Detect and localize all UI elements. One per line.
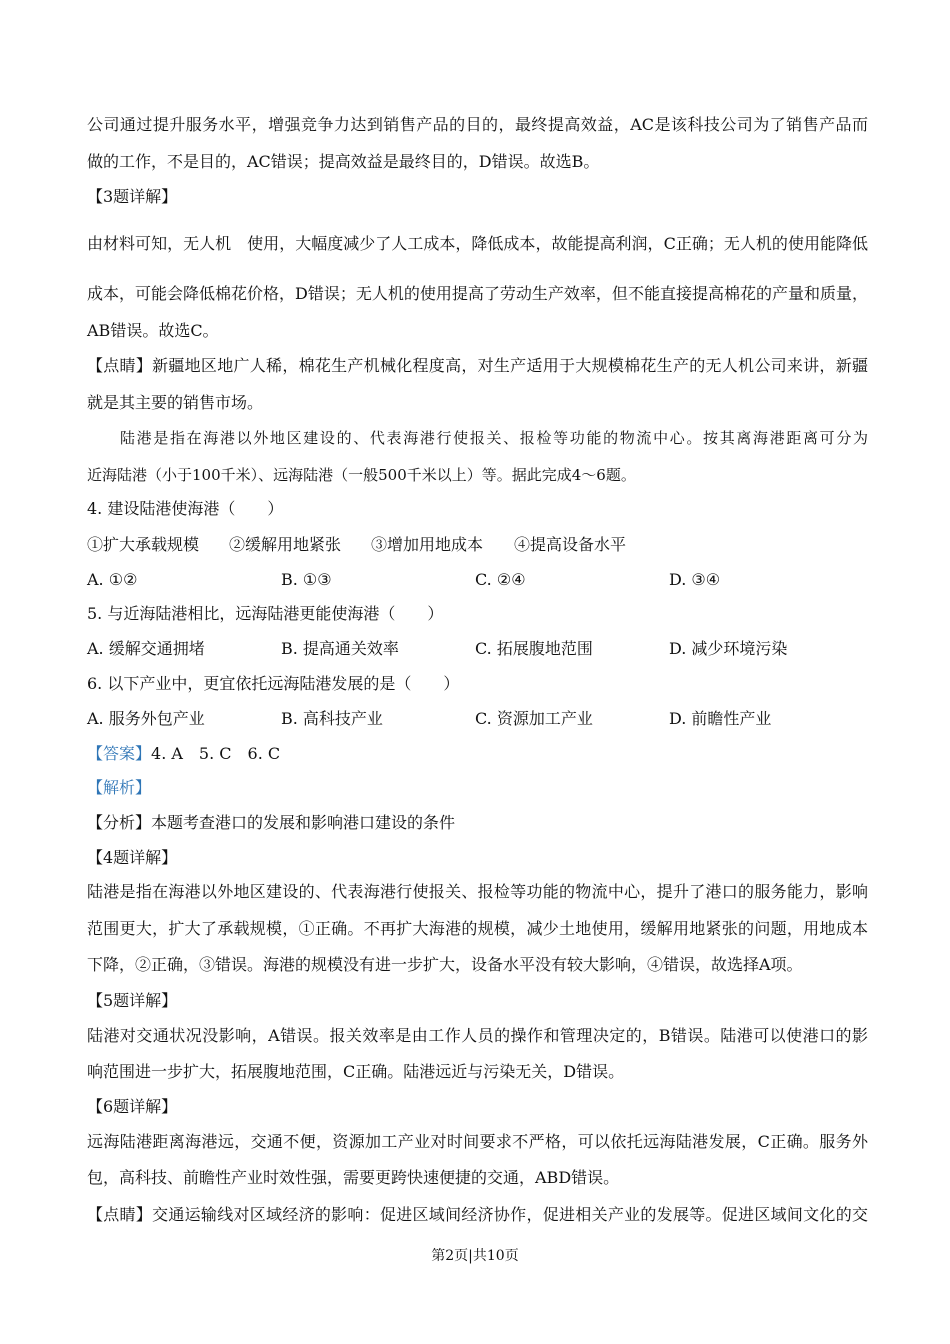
paragraph-line: 成本，可能会降低棉花价格，D错误；无人机的使用提高了劳动生产效率，但不能直接提高棉花的产量和质量，: [87, 284, 868, 303]
statement: ④提高设备水平: [514, 535, 627, 554]
statement: ③增加用地成本: [371, 535, 484, 554]
option: B. 提高通关效率: [281, 639, 399, 658]
answer-line: [87, 744, 868, 764]
section-heading: 【3题详解】: [87, 187, 178, 206]
paragraph-line: 陆港对交通状况没影响，A错误。报关效率是由工作人员的操作和管理决定的，B错误。陆港可以使港口的影: [87, 1026, 868, 1045]
section-heading: 【6题详解】: [87, 1097, 178, 1116]
paragraph-line: 公司通过提升服务水平，增强竞争力达到销售产品的目的，最终提高效益，AC是该科技公司为了销售产品而: [87, 115, 868, 134]
analysis-line: 【分析】本题考查港口的发展和影响港口建设的条件: [87, 813, 456, 832]
answer-label: 【答案】: [87, 744, 152, 763]
material-line: 近海陆港（小于100千米）、远海陆港（一般500千米以上）等。据此完成4～6题。: [87, 466, 636, 484]
page-footer: 第2页|共10页: [431, 1248, 519, 1264]
statement: ①扩大承载规模: [87, 535, 200, 554]
paragraph-line: 范围更大，扩大了承载规模，①正确。不再扩大海港的规模，减少土地使用，缓解用地紧张的问题，用地成本: [87, 919, 868, 938]
paragraph-line: 远海陆港距离海港远，交通不便，资源加工产业对时间要求不严格，可以依托远海陆港发展，C正确。服务外: [87, 1132, 868, 1151]
paragraph-line: 【点睛】交通运输线对区域经济的影响：促进区域间经济协作，促进相关产业的发展等。促进区域间文化的交: [87, 1205, 868, 1224]
option: A. 服务外包产业: [87, 709, 205, 728]
paragraph-line: 陆港是指在海港以外地区建设的、代表海港行使报关、报检等功能的物流中心，提升了港口的服务能力，影响: [87, 882, 868, 901]
option: D. 前瞻性产业: [669, 709, 772, 728]
paragraph-line: AB错误。故选C。: [87, 321, 219, 340]
statement: ②缓解用地紧张: [229, 535, 342, 554]
paragraph-line: 由材料可知，无人机 使用，大幅度减少了人工成本，降低成本，故能提高利润，C正确；无人机的使用能降低: [87, 234, 868, 253]
question-stem: 6. 以下产业中，更宜依托远海陆港发展的是（ ）: [87, 674, 460, 693]
section-heading: 【5题详解】: [87, 991, 178, 1010]
paragraph-line: 【点睛】新疆地区地广人稀，棉花生产机械化程度高，对生产适用于大规模棉花生产的无人机公司来讲，新疆: [87, 356, 868, 375]
option: C. 拓展腹地范围: [475, 639, 593, 658]
paragraph-line: 响范围进一步扩大，拓展腹地范围，C正确。陆港远近与污染无关，D错误。: [87, 1062, 625, 1081]
paragraph-line: 做的工作，不是目的，AC错误；提高效益是最终目的，D错误。故选B。: [87, 152, 600, 171]
jiexi-label: 【解析】: [87, 778, 152, 797]
option: D. 减少环境污染: [669, 639, 788, 658]
option: B. 高科技产业: [281, 709, 383, 728]
answer-value: 4. A 5. C 6. C: [151, 744, 281, 763]
question-stem: 5. 与近海陆港相比，远海陆港更能使海港（ ）: [87, 604, 444, 623]
section-heading: 【4题详解】: [87, 848, 178, 867]
paragraph-line: 包，高科技、前瞻性产业时效性强，需要更跨快速便捷的交通，ABD错误。: [87, 1168, 620, 1187]
option: D. ③④: [669, 570, 721, 589]
paragraph-line: 就是其主要的销售市场。: [87, 393, 264, 412]
material-line: 陆港是指在海港以外地区建设的、代表海港行使报关、报检等功能的物流中心。按其离海港距离可分为: [120, 429, 868, 447]
option: C. 资源加工产业: [475, 709, 593, 728]
option: A. 缓解交通拥堵: [87, 639, 205, 658]
paragraph-line: 下降，②正确，③错误。海港的规模没有进一步扩大，设备水平没有较大影响，④错误，故选择A项。: [87, 955, 803, 974]
option: B. ①③: [281, 570, 332, 589]
option: C. ②④: [475, 570, 526, 589]
question-stem: 4. 建设陆港使海港（ ）: [87, 499, 284, 518]
option: A. ①②: [87, 570, 138, 589]
